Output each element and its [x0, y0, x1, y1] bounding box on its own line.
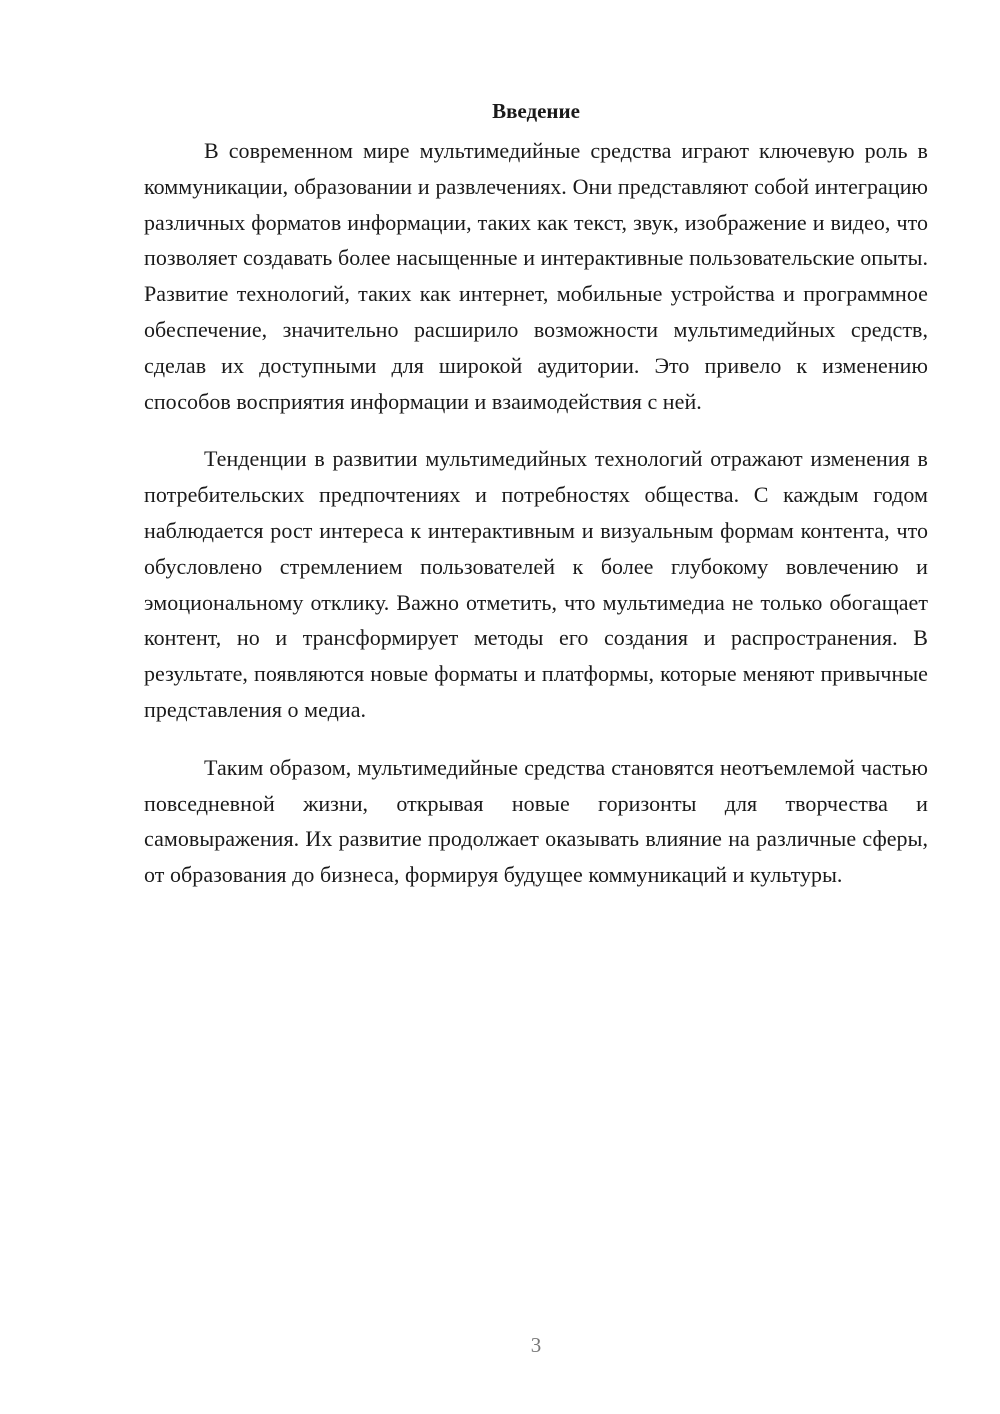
page-content: [144, 95, 928, 915]
section-heading: Введение: [492, 99, 580, 123]
paragraph-1: В современном мире мультимедийные средства играют ключевую роль в коммуникации, образовании и развлечениях. Они представляют собой интеграцию различных форматов информации, таких как текст, звук, изображение и видео, что позволяет создавать более насыщенные и интерактивные пользовательские опыты. Развитие технологий, таких как интернет, мобильные устройства и программное обеспечение, значительно расширило возможности мультимедийных средств, сделав их доступными для широкой аудитории. Это привело к изменению способов восприятия информации и взаимодействия с ней.: [144, 138, 928, 414]
paragraph-3: Таким образом, мультимедийные средства становятся неотъемлемой частью повседневной жизни, открывая новые горизонты для творчества и самовыражения. Их развитие продолжает оказывать влияние на различные сферы, от образования до бизнеса, формируя будущее коммуникаций и культуры.: [144, 754, 928, 888]
page-number: 3: [530, 1333, 542, 1357]
paragraph-2: Тенденции в развитии мультимедийных технологий отражают изменения в потребительских предпочтениях и потребностях общества. С каждым годом наблюдается рост интереса к интерактивным и визуальным формам контента, что обусловлено стремлением пользователей к более глубокому вовлечению и эмоциональному отклику. Важно отметить, что мультимедиа не только обогащает контент, но и трансформирует методы его создания и распространения. В результате, появляются новые форматы и платформы, которые меняют привычные представления о медиа.: [144, 446, 928, 722]
